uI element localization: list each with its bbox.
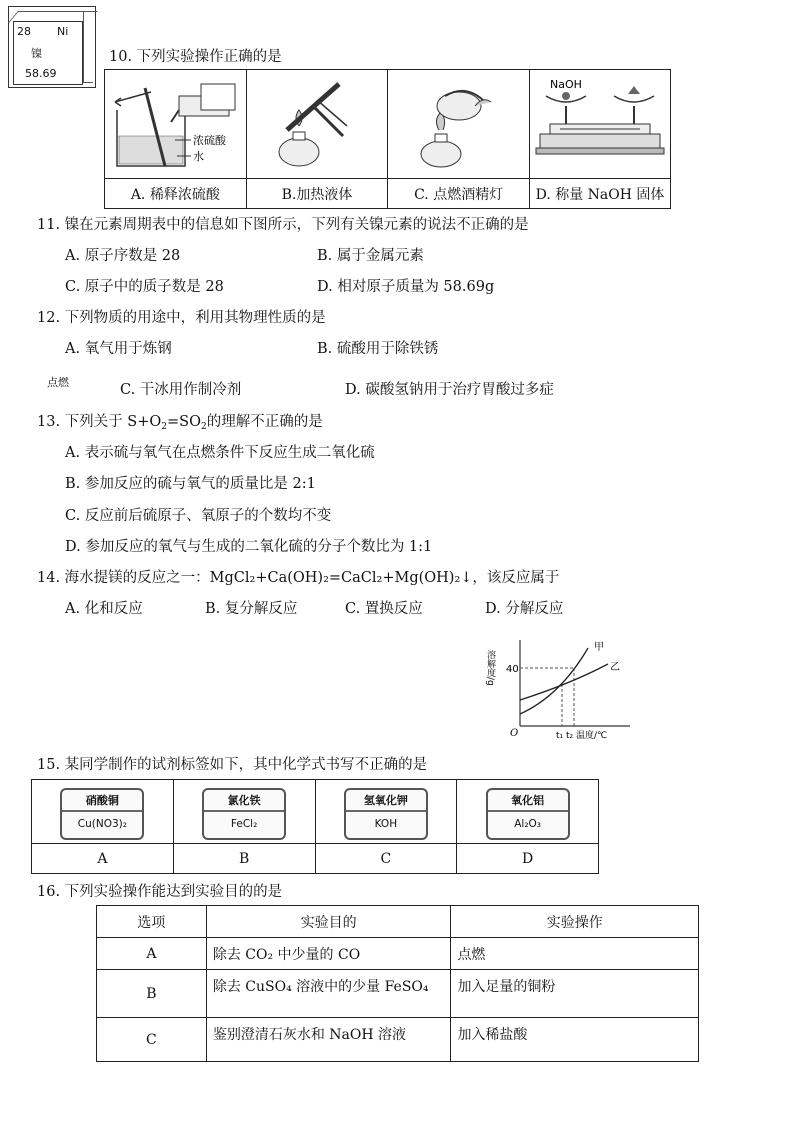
table-row — [97, 970, 699, 1018]
label-key-c: C — [315, 844, 457, 874]
q11-stem: 11. 镍在元素周期表中的信息如下图所示，下列有关镍元素的说法不正确的是 — [37, 217, 529, 233]
reagent-name: 氧化铝 — [488, 790, 568, 812]
q12-option-b: B. 硫酸用于除铁锈 — [317, 341, 439, 357]
label-cell-c — [315, 780, 457, 844]
series-jia-label: 甲 — [594, 642, 604, 653]
q10-option-d: D. 称量 NaOH 固体 — [529, 179, 670, 209]
q10-option-c: C. 点燃酒精灯 — [388, 179, 530, 209]
q12-option-a: A. 氧气用于炼钢 — [65, 341, 172, 357]
origin-label: O — [510, 728, 519, 739]
q10-stem: 10. 下列实验操作正确的是 — [109, 49, 282, 65]
element-card-nickel — [8, 6, 96, 88]
q11-option-a: A. 原子序数是 28 — [65, 248, 181, 264]
fig-weigh-naoh — [529, 70, 670, 179]
fig-heat-liquid — [246, 70, 388, 179]
q13-option-d: D. 参加反应的氧气与生成的二氧化硫的分子个数比为 1:1 — [65, 539, 433, 555]
row-goal: 鉴别澄清石灰水和 NaOH 溶液 — [206, 1018, 451, 1062]
fig-light-lamp — [388, 70, 530, 179]
atomic-mass: 58.69 — [25, 67, 57, 80]
series-yi-label: 乙 — [610, 662, 620, 673]
x-axis-label: t₁ t₂ 温度/℃ — [556, 731, 608, 740]
q10-option-b: B.加热液体 — [246, 179, 388, 209]
q13-option-a: A. 表示硫与氧气在点燃条件下反应生成二氧化硫 — [65, 445, 375, 461]
q14-option-d: D. 分解反应 — [485, 601, 564, 617]
y-axis-label: 溶解度/g — [485, 650, 495, 686]
q12-stray-label: 点燃 — [47, 376, 69, 389]
header-operation: 实验操作 — [451, 906, 699, 938]
row-goal: 除去 CO₂ 中少量的 CO — [206, 938, 451, 970]
row-operation: 加入足量的铜粉 — [451, 970, 699, 1018]
y-tick-40: 40 — [506, 664, 519, 675]
reagent-label — [60, 788, 144, 840]
table-row — [97, 1018, 699, 1062]
card-side-face — [83, 11, 93, 83]
q13-option-c: C. 反应前后硫原子、氧原子的个数均不变 — [65, 508, 332, 524]
q10-option-a: A. 稀释浓硫酸 — [105, 179, 247, 209]
reagent-formula: KOH — [374, 817, 398, 830]
series-jia-curve — [520, 648, 588, 714]
reagent-name: 硝酸铜 — [62, 790, 142, 812]
q16-stem: 16. 下列实验操作能达到实验目的的是 — [37, 884, 283, 900]
q13-option-b: B. 参加反应的硫与氧气的质量比是 2:1 — [65, 476, 316, 492]
q13-stem: 13. 下列关于 $S+O_2=SO_2$的理解不正确的是 — [37, 414, 323, 432]
element-symbol: Ni — [57, 25, 69, 38]
q14-option-c: C. 置换反应 — [345, 601, 423, 617]
label-acid: 浓硫酸 — [193, 134, 227, 147]
reagent-label — [486, 788, 570, 840]
element-name: 镍 — [31, 47, 42, 60]
q14-option-a: A. 化和反应 — [65, 601, 143, 617]
reagent-label — [344, 788, 428, 840]
q13-stem-post: 的理解不正确的是 — [206, 414, 323, 430]
header-goal: 实验目的 — [206, 906, 451, 938]
q11-option-c: C. 原子中的质子数是 28 — [65, 279, 224, 295]
q11-option-b: B. 属于金属元素 — [317, 248, 424, 264]
label-cell-a — [32, 780, 174, 844]
q14-stem: 14. 海水提镁的反应之一：MgCl₂+Ca(OH)₂=CaCl₂+Mg(OH)₂↓，该反应属于 — [37, 570, 560, 586]
q10-options-table — [104, 69, 671, 209]
row-operation: 点燃 — [451, 938, 699, 970]
q12-option-c: C. 干冰用作制冷剂 — [120, 382, 242, 398]
label-key-b: B — [173, 844, 315, 874]
solubility-chart — [480, 636, 640, 740]
reagent-formula: Cu(NO3)₂ — [77, 817, 127, 830]
label-water: 水 — [193, 150, 205, 163]
label-key-d: D — [457, 844, 599, 874]
q15-labels-table — [31, 779, 599, 874]
label-naoh: NaOH — [549, 78, 582, 91]
q13-stem-pre: 13. 下列关于 S+O — [37, 414, 162, 430]
row-option: B — [97, 970, 207, 1018]
label-cell-d — [457, 780, 599, 844]
table-row — [97, 938, 699, 970]
fig-dilute-acid — [105, 70, 247, 179]
row-option: C — [97, 1018, 207, 1062]
q12-option-d: D. 碳酸氢钠用于治疗胃酸过多症 — [345, 382, 554, 398]
q16-table — [96, 905, 699, 1062]
q14-option-b: B. 复分解反应 — [205, 601, 298, 617]
reagent-name: 氢氧化钾 — [346, 790, 426, 812]
row-operation: 加入稀盐酸 — [451, 1018, 699, 1062]
reagent-formula: Al₂O₃ — [514, 817, 542, 830]
row-goal: 除去 CuSO₄ 溶液中的少量 FeSO₄ — [206, 970, 451, 1018]
q15-stem: 15. 某同学制作的试剂标签如下，其中化学式书写不正确的是 — [37, 757, 428, 773]
q11-option-d: D. 相对原子质量为 58.69g — [317, 279, 495, 295]
row-option: A — [97, 938, 207, 970]
q12-stem: 12. 下列物质的用途中，利用其物理性质的是 — [37, 310, 326, 326]
header-option: 选项 — [97, 906, 207, 938]
q13-stem-eq: =SO — [166, 414, 201, 430]
reagent-label — [202, 788, 286, 840]
label-key-a: A — [32, 844, 174, 874]
reagent-name: 氯化铁 — [204, 790, 284, 812]
reagent-formula: FeCl₂ — [230, 817, 258, 830]
atomic-number: 28 — [17, 25, 31, 38]
label-cell-b — [173, 780, 315, 844]
